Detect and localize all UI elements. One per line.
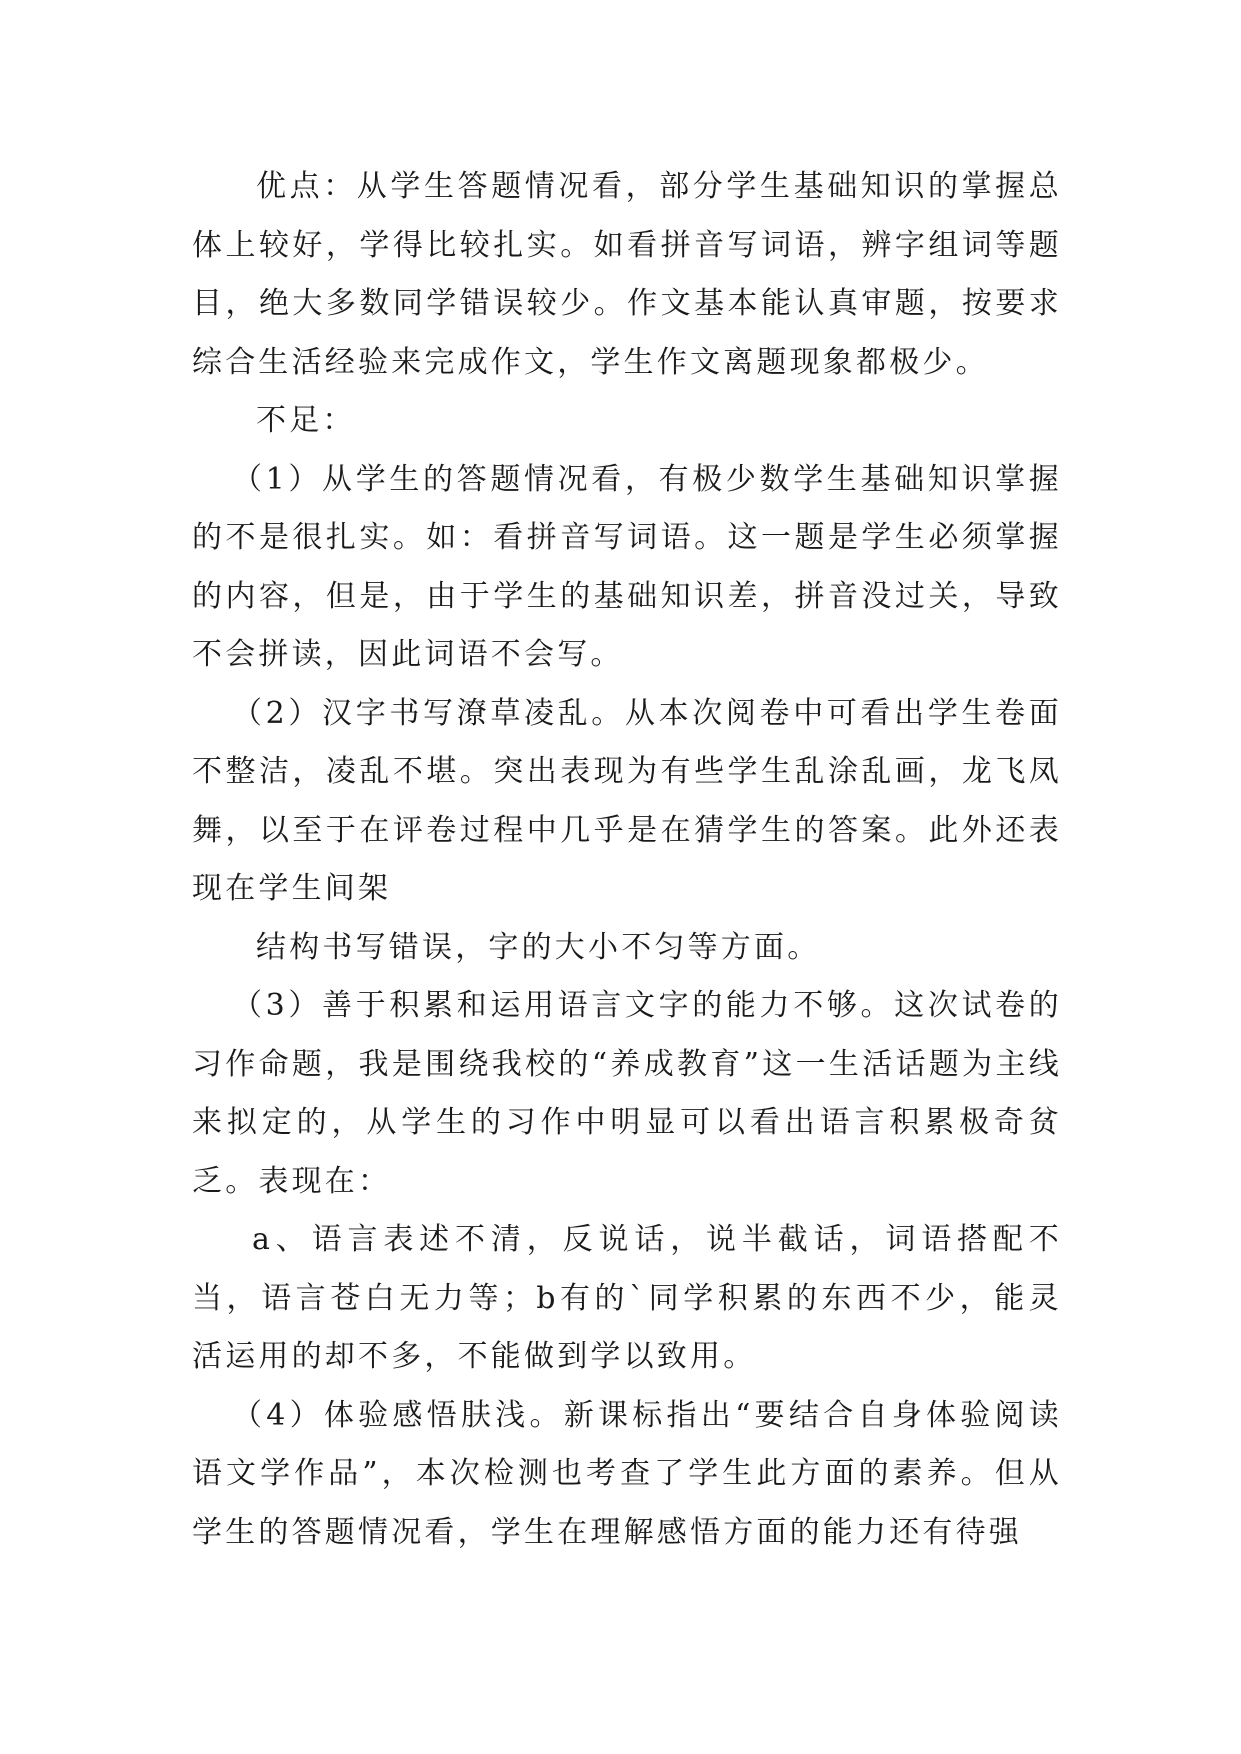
paragraph-point-1: （1）从学生的答题情况看，有极少数学生基础知识掌握的不是很扎实。如：看拼音写词语。这一题是学生必须掌握的内容，但是，由于学生的基础知识差，拼音没过关，导致不会拼读，因此词语不会写。 bbox=[192, 461, 1062, 672]
paragraph-advantages: 优点：从学生答题情况看，部分学生基础知识的掌握总体上较好，学得比较扎实。如看拼音写词语，辨字组词等题目，绝大多数同学错误较少。作文基本能认真审题，按要求综合生活经验来完成作文，学生作文离题现象都极少。 bbox=[192, 169, 1062, 380]
paragraph-point-3: （3）善于积累和运用语言文字的能力不够。这次试卷的习作命题，我是围绕我校的“养成教育”这一生活话题为主线来拟定的，从学生的习作中明显可以看出语言积累极奇贫乏。表现在： bbox=[192, 988, 1062, 1199]
paragraph-point-2: （2）汉字书写潦草凌乱。从本次阅卷中可看出学生卷面不整洁，凌乱不堪。突出表现为有些学生乱涂乱画，龙飞凤舞，以至于在评卷过程中几乎是在猜学生的答案。此外还表现在学生间架 bbox=[192, 695, 1062, 906]
paragraph-shortcomings-heading: 不足： bbox=[256, 403, 356, 438]
document-body bbox=[192, 158, 1062, 1562]
paragraph-point-3-detail: a、语言表述不清，反说话，说半截话，词语搭配不当，语言苍白无力等；b有的`同学积累的东西不少，能灵活运用的却不多，不能做到学以致用。 bbox=[192, 1222, 1062, 1374]
paragraph-point-4: （4）体验感悟肤浅。新课标指出“要结合自身体验阅读语文学作品”，本次检测也考查了学生此方面的素养。但从学生的答题情况看，学生在理解感悟方面的能力还有待强 bbox=[192, 1397, 1062, 1550]
paragraph-point-2-continued: 结构书写错误，字的大小不匀等方面。 bbox=[256, 929, 821, 965]
